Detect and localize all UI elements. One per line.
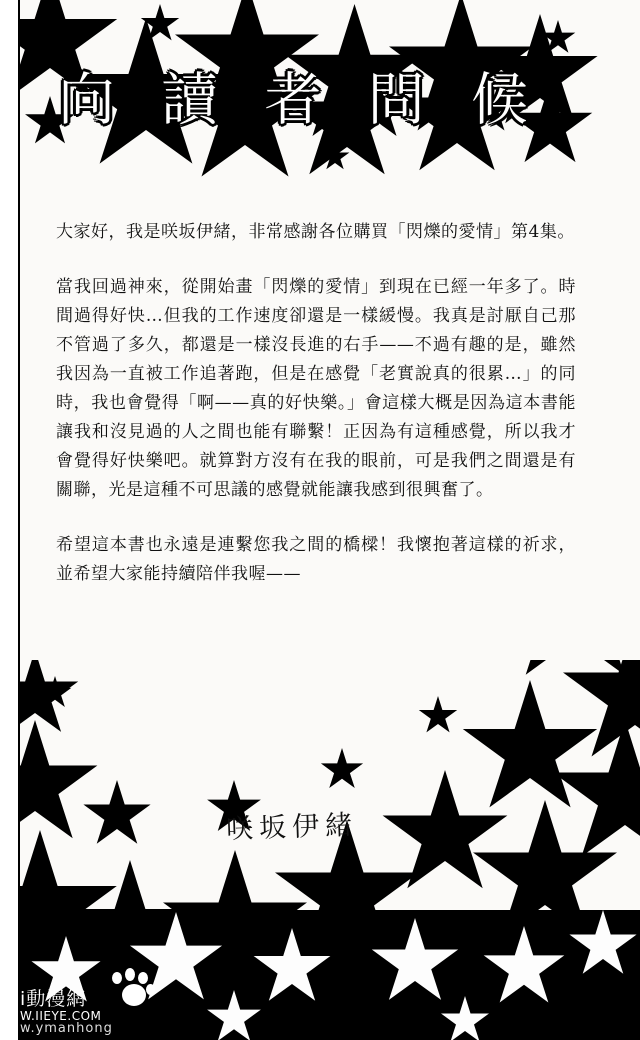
watermark-line: i動漫網	[20, 987, 87, 1010]
header-star-banner	[20, 0, 640, 195]
watermark-line: w.ymanhong	[20, 1021, 113, 1037]
title-char: 向	[58, 67, 115, 133]
star-icon	[20, 720, 100, 850]
title-char: 候	[471, 67, 528, 133]
paw-logo-icon	[108, 970, 154, 1010]
title-char: 問	[367, 67, 425, 133]
star-icon	[82, 780, 152, 850]
page-title	[58, 58, 528, 143]
author-signature: 咲坂伊緒	[225, 809, 359, 846]
afterword-text	[56, 218, 576, 615]
watermark-line: W.IIEYE.COM	[20, 1008, 102, 1023]
page-left-margin	[0, 0, 20, 1040]
paragraph: 當我回過神來，從開始畫「閃爍的愛情」到現在已經一年多了。時間過得好快…但我的工作速度卻還是一樣緩慢。我真是討厭自己那不管過了多久，都還是一樣沒長進的右手——不過有趣的是，雖然我因為一直被工作追著跑，但是在感覺「老實說真的很累…」的同時，我也會覺得「啊——真的好快樂。」會這樣大概是因為這本書能讓我和沒見過的人之間也能有聯繫！正因為有這種感覺，所以我才會覺得好快樂吧。就算對方沒有在我的眼前，可是我們之間還是有關聯，光是這種不可思議的感覺就能讓我感到很興奮了。	[56, 277, 576, 500]
star-icon	[460, 680, 600, 820]
paragraph: 希望這本書也永遠是連繫您我之間的橋樑！我懷抱著這樣的祈求，並希望大家能持續陪伴我喔——	[56, 535, 576, 584]
title-char: 讀	[161, 67, 219, 133]
star-icon	[320, 748, 364, 792]
star-icon	[418, 696, 458, 736]
paragraph: 大家好，我是咲坂伊緒，非常感謝各位購買「閃爍的愛情」第4集。	[56, 222, 575, 242]
site-watermark	[20, 987, 113, 1037]
page-content-area	[20, 0, 640, 1040]
title-char: 者	[264, 67, 322, 133]
